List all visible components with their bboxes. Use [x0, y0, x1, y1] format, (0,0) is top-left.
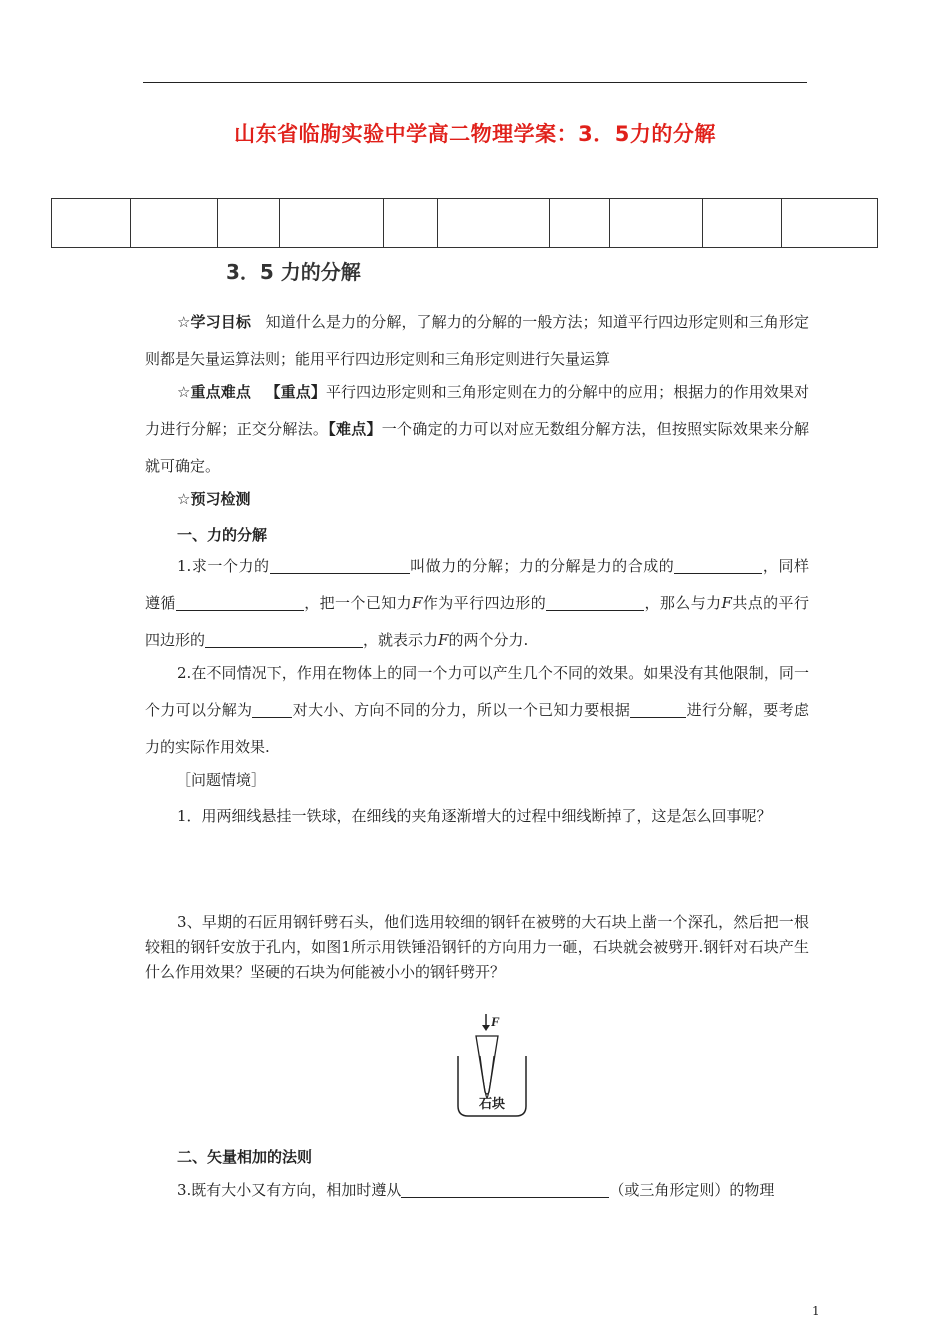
page-number: 1 — [812, 1304, 820, 1318]
part2-heading: 二、矢量相加的法则 — [177, 1148, 313, 1166]
q2-text: 对大小、方向不同的分力，所以一个已知力要根据 — [292, 701, 631, 719]
stone-label: 石块 — [478, 1097, 506, 1112]
chisel — [476, 1036, 498, 1094]
q1-text: 共点的平行四边形的 — [145, 594, 809, 649]
key-difficult-points — [145, 374, 809, 485]
force-label: F — [491, 1014, 500, 1029]
force-variable: F — [438, 631, 449, 649]
fill-blank[interactable] — [546, 594, 644, 611]
chisel-diagram — [448, 1010, 538, 1125]
table-row — [52, 199, 878, 248]
difficulty-label: 【难点】 — [328, 420, 382, 438]
goals-label: ☆学习目标 — [177, 313, 251, 331]
table-cell — [131, 199, 218, 248]
section-title: 3．5 力的分解 — [226, 260, 361, 284]
table-cell — [218, 199, 280, 248]
q1-text: ， — [762, 557, 779, 575]
part1-heading: 一、力的分解 — [177, 526, 268, 544]
goals-text: 知道什么是力的分解，了解力的分解的一般方法；知道平行四边形定则和三角形定则都是矢量运算法则；能用平行四边形定则和三角形定则进行矢量运算 — [145, 313, 810, 368]
fill-blank[interactable] — [176, 594, 304, 611]
table-cell — [610, 199, 703, 248]
fill-blank[interactable] — [270, 557, 410, 574]
force-variable: F — [412, 594, 423, 612]
table-cell — [438, 199, 550, 248]
key-points-label: ☆重点难点 — [177, 383, 251, 401]
fill-blank[interactable] — [674, 557, 762, 574]
difficulty-text: 一个确定的力可以对应无数组分解方法，但按照实际效果来分解就可确定。 — [145, 420, 809, 475]
key-text: 平行四边形定则和三角形定则在力的分解中的应用；根据力的作用效果对力进行分解；正交分解法。 — [145, 383, 809, 438]
q1-text: 1.求一个力的 — [177, 557, 270, 575]
fill-blank[interactable] — [205, 631, 363, 648]
fill-blank[interactable] — [401, 1181, 609, 1198]
fill-blank[interactable] — [252, 701, 292, 718]
q1-text: ，那么与力 — [644, 594, 722, 612]
header-rule — [143, 82, 807, 83]
scenario-question-3: 3、早期的石匠用钢钎劈石头，他们选用较细的钢钎在被劈的大石块上凿一个深孔，然后把一根较粗的钢钎安放于孔内，如图1所示用铁锤沿钢钎的方向用力一砸，石块就会被劈开.钢钎对石块产生什么作用效果？坚硬的石块为何能被小小的钢钎劈开？ — [145, 913, 809, 981]
table-cell — [52, 199, 131, 248]
q1-text: ，就表示力 — [363, 631, 439, 649]
scenario-question-1: 1．用两细线悬挂一铁球，在细线的夹角逐渐增大的过程中细线断掉了，这是怎么回事呢？ — [177, 807, 772, 825]
table-cell — [384, 199, 438, 248]
scenario-label: ［问题情境］ — [176, 771, 267, 789]
q1-text: ，把一个已知力 — [303, 594, 413, 612]
force-arrow-head — [482, 1025, 490, 1031]
key-label: 【重点】 — [265, 383, 326, 401]
q1-text: 的两个分力. — [448, 631, 529, 649]
table-cell — [782, 199, 878, 248]
question-2 — [145, 655, 809, 766]
q1-text: 同样遵循 — [145, 557, 809, 612]
q3-text: 3.既有大小又有方向，相加时遵从 — [177, 1181, 402, 1199]
question-3 — [145, 1172, 809, 1209]
q2-text: 2.在不同情况下，作用在物体上的同一个力可以产生几个不同的效果。如果没有其他限制，同一个力可以分解为 — [145, 664, 809, 719]
learning-goals — [145, 304, 809, 378]
figure-chisel-stone — [448, 1010, 538, 1125]
table-cell — [703, 199, 782, 248]
q1-text: 作为平行四边形的 — [422, 594, 547, 612]
table-cell — [550, 199, 610, 248]
document-title: 山东省临朐实验中学高二物理学案：3．5力的分解 — [234, 122, 716, 146]
header-info-table — [51, 198, 878, 248]
table-cell — [280, 199, 384, 248]
question-1 — [145, 548, 809, 659]
force-variable: F — [721, 594, 732, 612]
q3-text: （或三角形定则）的物理 — [609, 1181, 775, 1199]
q1-text: 叫做力的分解；力的分解是力的合成的 — [409, 557, 675, 575]
fill-blank[interactable] — [630, 701, 686, 718]
preview-label: ☆预习检测 — [177, 490, 251, 508]
q2-text: 进行分解，要考虑力的实际作用效果. — [145, 701, 809, 756]
